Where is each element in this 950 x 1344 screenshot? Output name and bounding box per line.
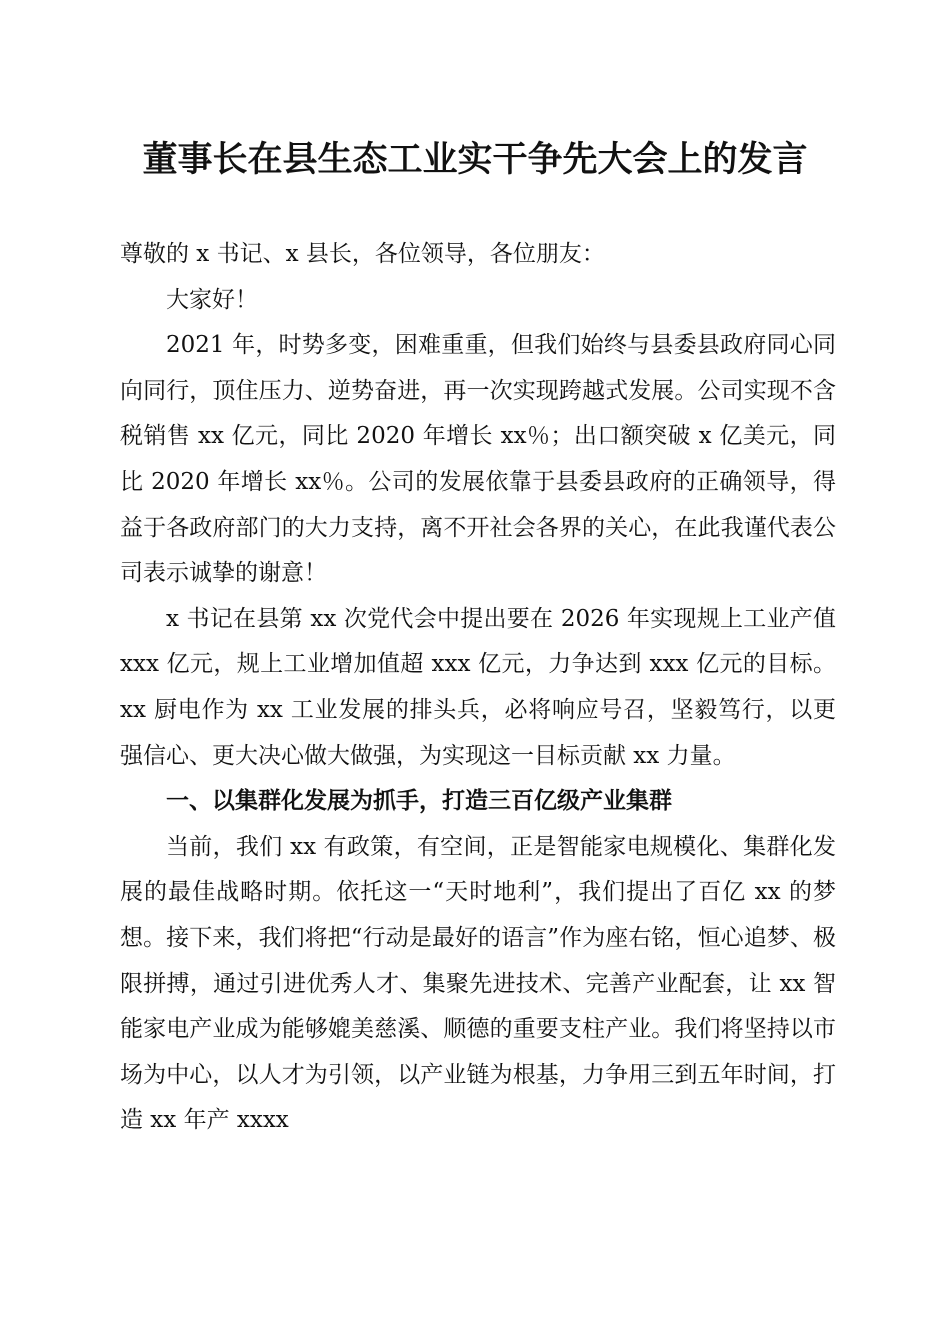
paragraph: 2021 年，时势多变，困难重重，但我们始终与县委县政府同心同向同行，顶住压力、逆势奋进，再一次实现跨越式发展。公司实现不含税销售 xx 亿元，同比 2020 年增长 xx％；出口额突破 x 亿美元，同比 2020 年增长 xx％。公司的发展依靠于县委县政府的正确领导，得益于各政府部门的大力支持，离不开社会各界的关心，在此我谨代表公司表示诚挚的谢意！ xyxy=(120,332,836,587)
salutation: 尊敬的 x 书记、x 县长，各位领导，各位朋友： xyxy=(120,241,605,267)
section-heading: 一、以集群化发展为抓手，打造三百亿级产业集群 xyxy=(166,788,672,815)
document-body xyxy=(120,232,836,1144)
document-title: 董事长在县生态工业实干争先大会上的发言 xyxy=(142,140,808,180)
paragraph: x 书记在县第 xx 次党代会中提出要在 2026 年实现规上工业产值 xxx 亿元，规上工业增加值超 xxx 亿元，力争达到 xxx 亿元的目标。xx 厨电作为 xx 工业发展的排头兵，必将响应号召，坚毅笃行，以更强信心、更大决心做大做强，为实现这一目标贡献 xx 力量。 xyxy=(120,605,836,769)
paragraph: 当前，我们 xx 有政策，有空间，正是智能家电规模化、集群化发展的最佳战略时期。依托这一“天时地利”，我们提出了百亿 xx 的梦想。接下来，我们将把“行动是最好的语言”作为座右铭，恒心追梦、极限拼搏，通过引进优秀人才、集聚先进技术、完善产业配套，让 xx 智能家电产业成为能够媲美慈溪、顺德的重要支柱产业。我们将坚持以市场为中心，以人才为引领，以产业链为根基，力争用三到五年时间，打造 xx 年产 xxxx xyxy=(120,833,836,1134)
greeting: 大家好！ xyxy=(166,286,258,313)
